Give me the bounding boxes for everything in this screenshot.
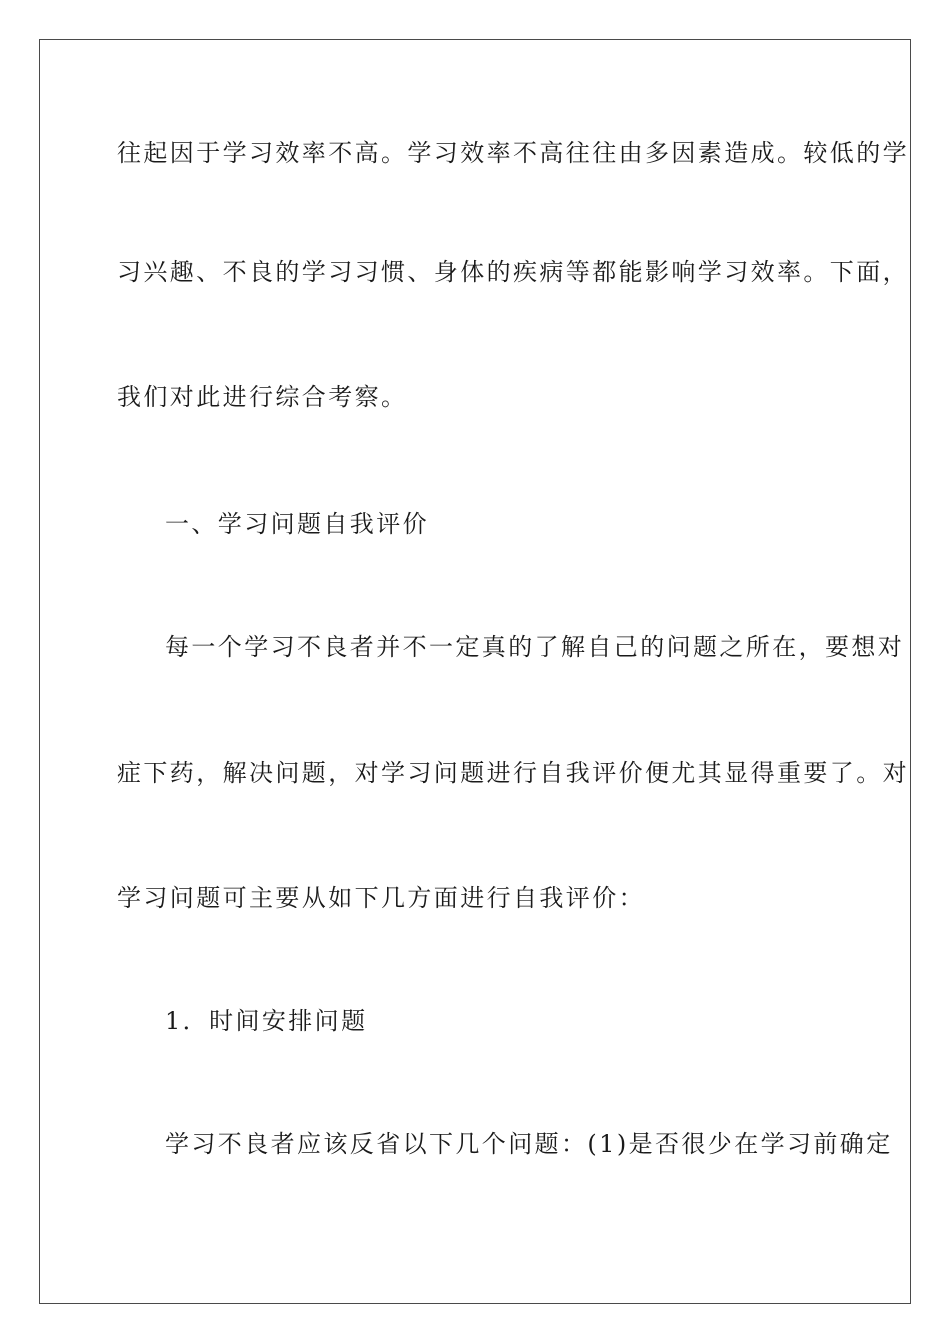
- paragraph-line-3: 我们对此进行综合考察。: [117, 383, 408, 411]
- paragraph-line-2: 习兴趣、不良的学习习惯、身体的疾病等都能影响学习效率。下面，: [117, 258, 909, 286]
- paragraph-line-6: 学习问题可主要从如下几方面进行自我评价：: [117, 884, 645, 912]
- paragraph-line-5: 症下药，解决问题，对学习问题进行自我评价便尤其显得重要了。对: [117, 759, 909, 787]
- subsection-heading: 1．时间安排问题: [165, 1007, 368, 1035]
- paragraph-line-7: 学习不良者应该反省以下几个问题：(1)是否很少在学习前确定: [165, 1130, 893, 1158]
- section-heading: 一、学习问题自我评价: [165, 510, 429, 538]
- page-border: [39, 39, 911, 1304]
- paragraph-line-4: 每一个学习不良者并不一定真的了解自己的问题之所在，要想对: [165, 633, 905, 661]
- paragraph-line-1: 往起因于学习效率不高。学习效率不高往往由多因素造成。较低的学: [117, 139, 909, 167]
